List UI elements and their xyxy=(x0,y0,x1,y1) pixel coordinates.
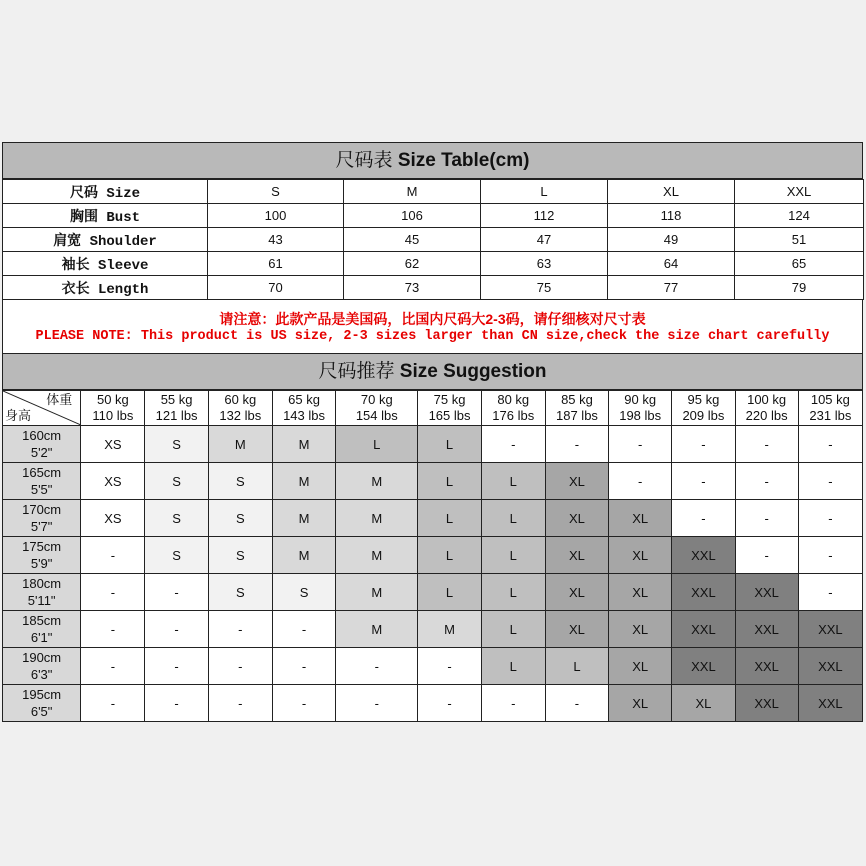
size-cell: 61 xyxy=(208,252,344,276)
weight-kg: 55 kg xyxy=(160,392,193,407)
size-table-row xyxy=(3,204,864,228)
suggested-size-cell: L xyxy=(418,426,481,463)
suggested-size-cell: XXL xyxy=(672,648,735,685)
suggested-size-cell: XL xyxy=(545,500,608,537)
weight-kg: 105 kg xyxy=(810,392,850,407)
suggested-size-cell: - xyxy=(336,648,418,685)
suggested-size-cell: - xyxy=(272,648,335,685)
suggested-size-cell: - xyxy=(672,426,735,463)
corner-cell xyxy=(3,391,81,426)
suggested-size-cell: L xyxy=(481,611,545,648)
suggested-size-cell: - xyxy=(145,574,208,611)
suggested-size-cell: M xyxy=(336,574,418,611)
weight-lbs: 143 lbs xyxy=(283,408,325,423)
height-ft: 5'2" xyxy=(30,445,53,460)
suggested-size-cell: M xyxy=(272,463,335,500)
weight-header-row xyxy=(3,391,863,426)
suggested-size-cell: XXL xyxy=(735,574,798,611)
height-label xyxy=(3,463,81,500)
size-cell: 70 xyxy=(208,276,344,300)
height-label xyxy=(3,648,81,685)
suggested-size-cell: M xyxy=(336,500,418,537)
weight-header xyxy=(798,391,862,426)
suggested-size-cell: - xyxy=(81,611,145,648)
weight-kg: 95 kg xyxy=(687,392,720,407)
suggestion-title-en: Size Suggestion xyxy=(399,361,547,382)
height-label xyxy=(3,426,81,463)
height-label xyxy=(3,574,81,611)
weight-kg: 80 kg xyxy=(497,392,530,407)
size-cell: 118 xyxy=(608,204,735,228)
weight-kg: 75 kg xyxy=(433,392,466,407)
suggested-size-cell: L xyxy=(481,463,545,500)
size-table-row xyxy=(3,228,864,252)
suggested-size-cell: XXL xyxy=(672,574,735,611)
suggested-size-cell: XS xyxy=(81,500,145,537)
height-label xyxy=(3,500,81,537)
suggested-size-cell: M xyxy=(272,426,335,463)
height-row xyxy=(3,463,863,500)
size-row-label: 肩宽 Shoulder xyxy=(3,228,208,252)
size-row-label: 尺码 Size xyxy=(3,180,208,204)
weight-header xyxy=(208,391,272,426)
suggested-size-cell: - xyxy=(272,685,335,722)
suggested-size-cell: - xyxy=(418,648,481,685)
suggested-size-cell: - xyxy=(545,685,608,722)
weight-lbs: 187 lbs xyxy=(556,408,598,423)
note-en: PLEASE NOTE: This product is US size, 2-3 sizes larger than CN size,check the size chart carefully xyxy=(35,329,830,344)
size-cell: 47 xyxy=(481,228,608,252)
corner-weight-label: 体重 xyxy=(46,392,73,407)
suggested-size-cell: M xyxy=(272,537,335,574)
size-table-row xyxy=(3,180,864,204)
size-cell: 100 xyxy=(208,204,344,228)
suggestion-title-cn: 尺码推荐 xyxy=(318,361,395,382)
suggested-size-cell: - xyxy=(798,500,862,537)
weight-lbs: 110 lbs xyxy=(92,408,134,423)
suggested-size-cell: - xyxy=(481,685,545,722)
size-cell: 79 xyxy=(735,276,864,300)
suggested-size-cell: XL xyxy=(609,648,672,685)
weight-kg: 65 kg xyxy=(288,392,320,407)
height-row xyxy=(3,426,863,463)
suggested-size-cell: - xyxy=(672,500,735,537)
height-label xyxy=(3,611,81,648)
suggested-size-cell: XL xyxy=(545,574,608,611)
suggested-size-cell: - xyxy=(418,685,481,722)
weight-lbs: 198 lbs xyxy=(619,408,662,423)
suggested-size-cell: - xyxy=(81,537,145,574)
size-cell: 62 xyxy=(344,252,481,276)
suggested-size-cell: L xyxy=(481,574,545,611)
weight-header xyxy=(735,391,798,426)
size-cell: 124 xyxy=(735,204,864,228)
size-cell: 65 xyxy=(735,252,864,276)
size-table-title-cn: 尺码表 xyxy=(335,150,393,171)
size-cell: M xyxy=(344,180,481,204)
weight-lbs: 165 lbs xyxy=(428,408,471,423)
height-row xyxy=(3,574,863,611)
size-cell: 51 xyxy=(735,228,864,252)
height-ft: 5'11" xyxy=(27,593,56,608)
suggested-size-cell: XL xyxy=(609,537,672,574)
suggested-size-cell: M xyxy=(418,611,481,648)
weight-header xyxy=(272,391,335,426)
height-label xyxy=(3,537,81,574)
suggested-size-cell: - xyxy=(272,611,335,648)
suggested-size-cell: - xyxy=(735,426,798,463)
weight-lbs: 231 lbs xyxy=(809,408,852,423)
suggested-size-cell: XXL xyxy=(735,648,798,685)
weight-kg: 60 kg xyxy=(224,392,257,407)
weight-header xyxy=(81,391,145,426)
height-cm: 175cm xyxy=(22,539,62,554)
suggested-size-cell: S xyxy=(208,537,272,574)
suggested-size-cell: XS xyxy=(81,463,145,500)
suggested-size-cell: L xyxy=(418,500,481,537)
suggested-size-cell: - xyxy=(208,685,272,722)
suggested-size-cell: M xyxy=(336,463,418,500)
height-cm: 165cm xyxy=(22,465,62,480)
height-cm: 185cm xyxy=(22,613,62,628)
suggested-size-cell: - xyxy=(481,426,545,463)
suggested-size-cell: XXL xyxy=(672,537,735,574)
suggested-size-cell: - xyxy=(735,537,798,574)
suggested-size-cell: L xyxy=(545,648,608,685)
weight-kg: 85 kg xyxy=(561,392,593,407)
suggested-size-cell: M xyxy=(208,426,272,463)
height-ft: 5'5" xyxy=(30,482,53,497)
suggested-size-cell: XS xyxy=(81,426,145,463)
size-cell: 64 xyxy=(608,252,735,276)
weight-lbs: 132 lbs xyxy=(219,408,262,423)
suggested-size-cell: - xyxy=(798,574,862,611)
size-cell: 106 xyxy=(344,204,481,228)
weight-lbs: 154 lbs xyxy=(355,408,398,423)
weight-header xyxy=(145,391,208,426)
height-ft: 5'9" xyxy=(30,556,53,571)
size-cell: 63 xyxy=(481,252,608,276)
height-cm: 160cm xyxy=(22,428,62,443)
suggested-size-cell: L xyxy=(418,574,481,611)
suggested-size-cell: - xyxy=(609,426,672,463)
weight-header xyxy=(545,391,608,426)
height-row xyxy=(3,648,863,685)
weight-lbs: 209 lbs xyxy=(682,408,725,423)
weight-kg: 100 kg xyxy=(747,392,787,407)
suggested-size-cell: XXL xyxy=(735,685,798,722)
size-table xyxy=(2,179,864,300)
weight-header xyxy=(336,391,418,426)
size-note xyxy=(2,300,863,353)
suggested-size-cell: L xyxy=(418,537,481,574)
suggested-size-cell: L xyxy=(481,648,545,685)
size-cell: L xyxy=(481,180,608,204)
suggested-size-cell: S xyxy=(145,537,208,574)
suggested-size-cell: XL xyxy=(609,611,672,648)
suggested-size-cell: XL xyxy=(545,463,608,500)
suggested-size-cell: - xyxy=(81,574,145,611)
size-cell: S xyxy=(208,180,344,204)
height-cm: 180cm xyxy=(22,576,62,591)
suggested-size-cell: XL xyxy=(545,611,608,648)
corner-height-label: 身高 xyxy=(5,408,32,423)
suggested-size-cell: XL xyxy=(545,537,608,574)
weight-lbs: 121 lbs xyxy=(155,408,198,423)
size-table-title xyxy=(2,142,863,179)
suggested-size-cell: M xyxy=(272,500,335,537)
suggested-size-cell: XXL xyxy=(798,648,862,685)
weight-header xyxy=(672,391,735,426)
weight-kg: 90 kg xyxy=(624,392,657,407)
suggested-size-cell: - xyxy=(81,648,145,685)
height-cm: 190cm xyxy=(22,650,62,665)
suggested-size-cell: XXL xyxy=(798,685,862,722)
weight-kg: 50 kg xyxy=(96,392,129,407)
size-cell: 112 xyxy=(481,204,608,228)
size-cell: 49 xyxy=(608,228,735,252)
height-ft: 6'1" xyxy=(30,630,53,645)
suggested-size-cell: - xyxy=(798,426,862,463)
suggested-size-cell: - xyxy=(208,611,272,648)
size-row-label: 胸围 Bust xyxy=(3,204,208,228)
suggestion-title xyxy=(2,353,863,390)
suggested-size-cell: S xyxy=(145,500,208,537)
height-row xyxy=(3,500,863,537)
suggested-size-cell: S xyxy=(272,574,335,611)
suggested-size-cell: XL xyxy=(609,574,672,611)
size-suggestion-table xyxy=(2,390,863,722)
suggested-size-cell: - xyxy=(735,463,798,500)
size-cell: XXL xyxy=(735,180,864,204)
suggested-size-cell: L xyxy=(481,500,545,537)
suggested-size-cell: - xyxy=(81,685,145,722)
suggested-size-cell: - xyxy=(336,685,418,722)
weight-lbs: 176 lbs xyxy=(492,408,535,423)
suggested-size-cell: XL xyxy=(609,685,672,722)
suggested-size-cell: L xyxy=(418,463,481,500)
suggested-size-cell: L xyxy=(481,537,545,574)
height-ft: 5'7" xyxy=(30,519,53,534)
size-cell: 73 xyxy=(344,276,481,300)
suggested-size-cell: S xyxy=(145,463,208,500)
weight-header xyxy=(418,391,481,426)
size-cell: 45 xyxy=(344,228,481,252)
size-table-row xyxy=(3,252,864,276)
height-row xyxy=(3,611,863,648)
weight-header xyxy=(609,391,672,426)
suggested-size-cell: - xyxy=(735,500,798,537)
size-table-row xyxy=(3,276,864,300)
suggested-size-cell: S xyxy=(208,463,272,500)
height-cm: 170cm xyxy=(22,502,62,517)
size-cell: 43 xyxy=(208,228,344,252)
suggested-size-cell: - xyxy=(609,463,672,500)
suggested-size-cell: S xyxy=(145,426,208,463)
suggested-size-cell: M xyxy=(336,537,418,574)
suggested-size-cell: M xyxy=(336,611,418,648)
suggested-size-cell: XXL xyxy=(735,611,798,648)
height-ft: 6'5" xyxy=(30,704,53,719)
height-label xyxy=(3,685,81,722)
suggested-size-cell: - xyxy=(545,426,608,463)
weight-header xyxy=(481,391,545,426)
suggested-size-cell: S xyxy=(208,574,272,611)
height-row xyxy=(3,537,863,574)
suggested-size-cell: XL xyxy=(672,685,735,722)
height-row xyxy=(3,685,863,722)
suggested-size-cell: - xyxy=(798,463,862,500)
suggested-size-cell: - xyxy=(208,648,272,685)
suggested-size-cell: L xyxy=(336,426,418,463)
suggested-size-cell: XXL xyxy=(672,611,735,648)
height-ft: 6'3" xyxy=(30,667,53,682)
note-cn: 请注意：此款产品是美国码，比国内尺码大2-3码，请仔细核对尺寸表 xyxy=(219,311,646,327)
weight-lbs: 220 lbs xyxy=(745,408,788,423)
size-chart-image xyxy=(2,142,863,722)
suggested-size-cell: XL xyxy=(609,500,672,537)
suggested-size-cell: XXL xyxy=(798,611,862,648)
size-table-title-en: Size Table(cm) xyxy=(397,150,530,171)
suggested-size-cell: - xyxy=(145,648,208,685)
size-cell: 75 xyxy=(481,276,608,300)
suggested-size-cell: - xyxy=(672,463,735,500)
suggested-size-cell: - xyxy=(798,537,862,574)
height-cm: 195cm xyxy=(22,687,62,702)
size-row-label: 衣长 Length xyxy=(3,276,208,300)
size-row-label: 袖长 Sleeve xyxy=(3,252,208,276)
size-cell: 77 xyxy=(608,276,735,300)
suggested-size-cell: S xyxy=(208,500,272,537)
suggested-size-cell: - xyxy=(145,611,208,648)
weight-kg: 70 kg xyxy=(360,392,393,407)
suggested-size-cell: - xyxy=(145,685,208,722)
size-cell: XL xyxy=(608,180,735,204)
